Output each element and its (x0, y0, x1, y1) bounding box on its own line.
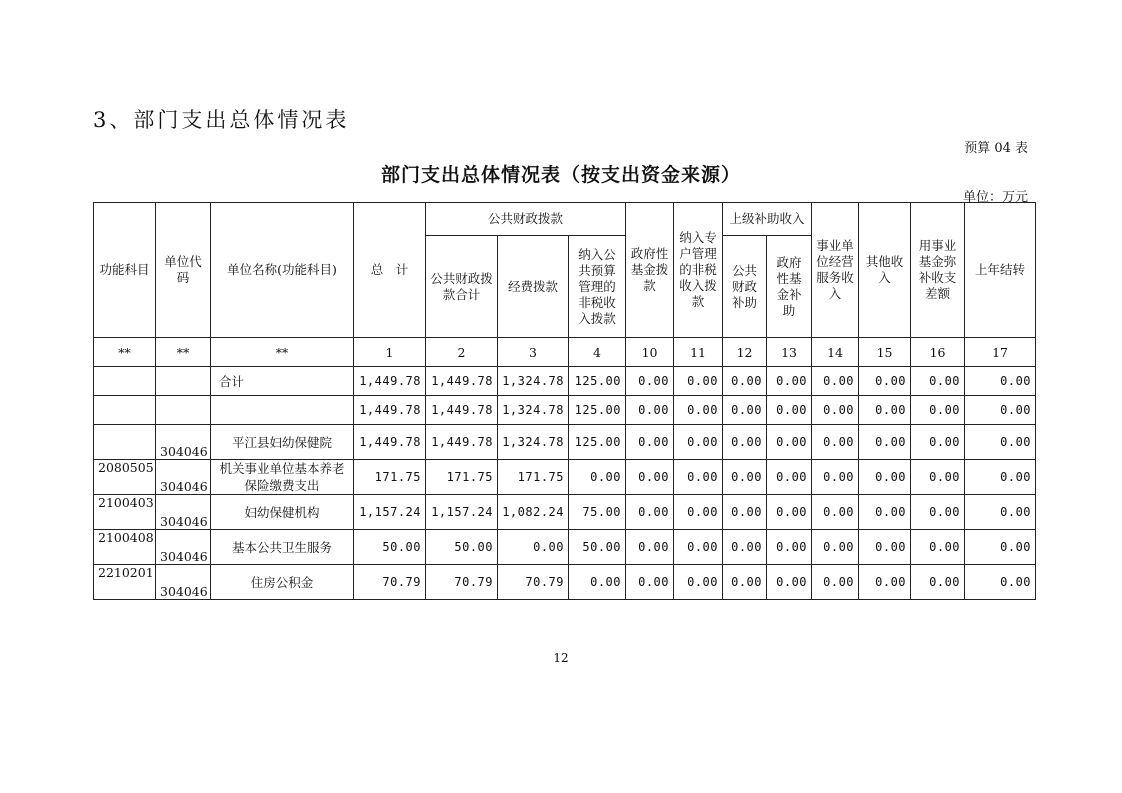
header-operating-funds: 经费拨款 (498, 236, 569, 338)
func-code-cell: 2100403 (94, 495, 156, 530)
column-index: 3 (498, 338, 569, 367)
value-cell: 0.00 (498, 530, 569, 565)
value-cell: 1,324.78 (498, 396, 569, 425)
value-cell: 0.00 (569, 460, 626, 495)
value-cell: 50.00 (426, 530, 498, 565)
value-cell: 0.00 (965, 530, 1036, 565)
column-index: 14 (812, 338, 859, 367)
header-unit-name: 单位名称(功能科目) (211, 203, 354, 338)
value-cell: 0.00 (626, 367, 674, 396)
value-cell: 0.00 (767, 495, 812, 530)
header-other-income: 其他收入 (859, 203, 911, 338)
section-title: 3、部门支出总体情况表 (93, 108, 350, 132)
value-cell: 0.00 (674, 565, 723, 600)
unit-code-cell: 304046 (156, 425, 211, 460)
value-cell: 0.00 (723, 495, 767, 530)
unit-name-cell: 合计 (211, 367, 354, 396)
value-cell: 0.00 (767, 460, 812, 495)
column-index: 1 (354, 338, 426, 367)
header-func-code: 功能科目 (94, 203, 156, 338)
value-cell: 1,324.78 (498, 367, 569, 396)
value-cell: 171.75 (426, 460, 498, 495)
table-row (94, 396, 1036, 425)
value-cell: 0.00 (674, 425, 723, 460)
value-cell: 0.00 (859, 495, 911, 530)
column-index: 16 (911, 338, 965, 367)
value-cell: 171.75 (498, 460, 569, 495)
unit-code-cell (156, 367, 211, 396)
value-cell: 125.00 (569, 367, 626, 396)
column-index: ** (94, 338, 156, 367)
unit-name-cell: 机关事业单位基本养老保险缴费支出 (211, 460, 354, 495)
value-cell: 0.00 (812, 425, 859, 460)
value-cell: 0.00 (569, 565, 626, 600)
table-row (94, 495, 1036, 530)
value-cell: 0.00 (965, 367, 1036, 396)
value-cell: 0.00 (965, 396, 1036, 425)
column-index: 13 (767, 338, 812, 367)
unit-code-cell (156, 396, 211, 425)
value-cell: 1,449.78 (354, 425, 426, 460)
value-cell: 0.00 (859, 367, 911, 396)
value-cell: 70.79 (498, 565, 569, 600)
func-code-cell: 2210201 (94, 565, 156, 600)
value-cell: 0.00 (812, 460, 859, 495)
value-cell: 0.00 (859, 425, 911, 460)
value-cell: 0.00 (723, 530, 767, 565)
value-cell: 0.00 (626, 565, 674, 600)
table-title: 部门支出总体情况表（按支出资金来源） (380, 164, 741, 186)
value-cell: 0.00 (965, 565, 1036, 600)
value-cell: 0.00 (767, 367, 812, 396)
value-cell: 0.00 (626, 425, 674, 460)
value-cell: 0.00 (674, 460, 723, 495)
value-cell: 0.00 (674, 530, 723, 565)
value-cell: 0.00 (723, 367, 767, 396)
value-cell: 0.00 (674, 396, 723, 425)
unit-code-cell: 304046 (156, 495, 211, 530)
value-cell: 0.00 (626, 530, 674, 565)
value-cell: 0.00 (674, 367, 723, 396)
value-cell: 0.00 (911, 565, 965, 600)
value-cell: 171.75 (354, 460, 426, 495)
value-cell: 0.00 (723, 460, 767, 495)
value-cell: 50.00 (354, 530, 426, 565)
value-cell: 0.00 (859, 565, 911, 600)
value-cell: 50.00 (569, 530, 626, 565)
value-cell: 0.00 (626, 460, 674, 495)
header-business-income: 事业单位经营服务收入 (812, 203, 859, 338)
header-superior-subsidy: 上级补助收入 (723, 203, 812, 236)
column-index-row (94, 338, 1036, 367)
table-row (94, 460, 1036, 495)
column-index: 10 (626, 338, 674, 367)
unit-code-cell: 304046 (156, 565, 211, 600)
value-cell: 0.00 (723, 425, 767, 460)
value-cell: 0.00 (859, 460, 911, 495)
value-cell: 0.00 (767, 396, 812, 425)
header-deficit-fund: 用事业基金弥补收支差额 (911, 203, 965, 338)
value-cell: 125.00 (569, 396, 626, 425)
value-cell: 0.00 (859, 396, 911, 425)
column-index: 2 (426, 338, 498, 367)
value-cell: 0.00 (723, 565, 767, 600)
value-cell: 0.00 (812, 530, 859, 565)
value-cell: 0.00 (911, 425, 965, 460)
unit-name-cell: 基本公共卫生服务 (211, 530, 354, 565)
value-cell: 0.00 (812, 367, 859, 396)
header-public-finance: 公共财政拨款 (426, 203, 626, 236)
expenditure-table (93, 202, 1036, 600)
value-cell: 0.00 (674, 495, 723, 530)
table-row (94, 565, 1036, 600)
value-cell: 0.00 (911, 495, 965, 530)
value-cell: 0.00 (767, 530, 812, 565)
header-public-finance-total: 公共财政拨款合计 (426, 236, 498, 338)
unit-name-cell (211, 396, 354, 425)
column-index: 4 (569, 338, 626, 367)
value-cell: 0.00 (965, 425, 1036, 460)
value-cell: 1,449.78 (426, 367, 498, 396)
header-row-top (94, 203, 1036, 236)
table-row (94, 530, 1036, 565)
value-cell: 1,449.78 (426, 425, 498, 460)
unit-name-cell: 平江县妇幼保健院 (211, 425, 354, 460)
value-cell: 0.00 (626, 495, 674, 530)
value-cell: 0.00 (767, 425, 812, 460)
value-cell: 1,082.24 (498, 495, 569, 530)
header-gov-fund: 政府性基金拨款 (626, 203, 674, 338)
value-cell: 1,449.78 (426, 396, 498, 425)
header-total: 总 计 (354, 203, 426, 338)
value-cell: 125.00 (569, 425, 626, 460)
header-carryover: 上年结转 (965, 203, 1036, 338)
value-cell: 0.00 (812, 495, 859, 530)
table-row (94, 367, 1036, 396)
value-cell: 0.00 (911, 396, 965, 425)
func-code-cell (94, 367, 156, 396)
value-cell: 0.00 (767, 565, 812, 600)
value-cell: 0.00 (812, 396, 859, 425)
value-cell: 75.00 (569, 495, 626, 530)
value-cell: 1,449.78 (354, 367, 426, 396)
value-cell: 0.00 (911, 367, 965, 396)
value-cell: 70.79 (354, 565, 426, 600)
func-code-cell (94, 425, 156, 460)
value-cell: 0.00 (965, 495, 1036, 530)
table-row (94, 425, 1036, 460)
value-cell: 0.00 (911, 530, 965, 565)
unit-code-cell: 304046 (156, 530, 211, 565)
func-code-cell: 2080505 (94, 460, 156, 495)
header-special-nontax: 纳入专户管理的非税收入拨款 (674, 203, 723, 338)
column-index: 12 (723, 338, 767, 367)
page-number: 12 (553, 651, 569, 665)
header-public-fin-subsidy: 公共财政补助 (723, 236, 767, 338)
value-cell: 0.00 (965, 460, 1036, 495)
value-cell: 1,324.78 (498, 425, 569, 460)
column-index: ** (156, 338, 211, 367)
value-cell: 0.00 (812, 565, 859, 600)
unit-label: 单位：万元 (962, 190, 1028, 205)
unit-code-cell: 304046 (156, 460, 211, 495)
value-cell: 0.00 (911, 460, 965, 495)
value-cell: 0.00 (859, 530, 911, 565)
value-cell: 0.00 (626, 396, 674, 425)
value-cell: 1,449.78 (354, 396, 426, 425)
column-index: 11 (674, 338, 723, 367)
unit-name-cell: 妇幼保健机构 (211, 495, 354, 530)
value-cell: 70.79 (426, 565, 498, 600)
func-code-cell (94, 396, 156, 425)
header-unit-code: 单位代码 (156, 203, 211, 338)
column-index: ** (211, 338, 354, 367)
unit-name-cell: 住房公积金 (211, 565, 354, 600)
func-code-cell: 2100408 (94, 530, 156, 565)
column-index: 15 (859, 338, 911, 367)
form-number: 预算 04 表 (964, 141, 1028, 156)
header-gov-fund-subsidy: 政府性基金补助 (767, 236, 812, 338)
value-cell: 0.00 (723, 396, 767, 425)
column-index: 17 (965, 338, 1036, 367)
value-cell: 1,157.24 (354, 495, 426, 530)
value-cell: 1,157.24 (426, 495, 498, 530)
header-nontax-budget: 纳入公共预算管理的非税收入拨款 (569, 236, 626, 338)
